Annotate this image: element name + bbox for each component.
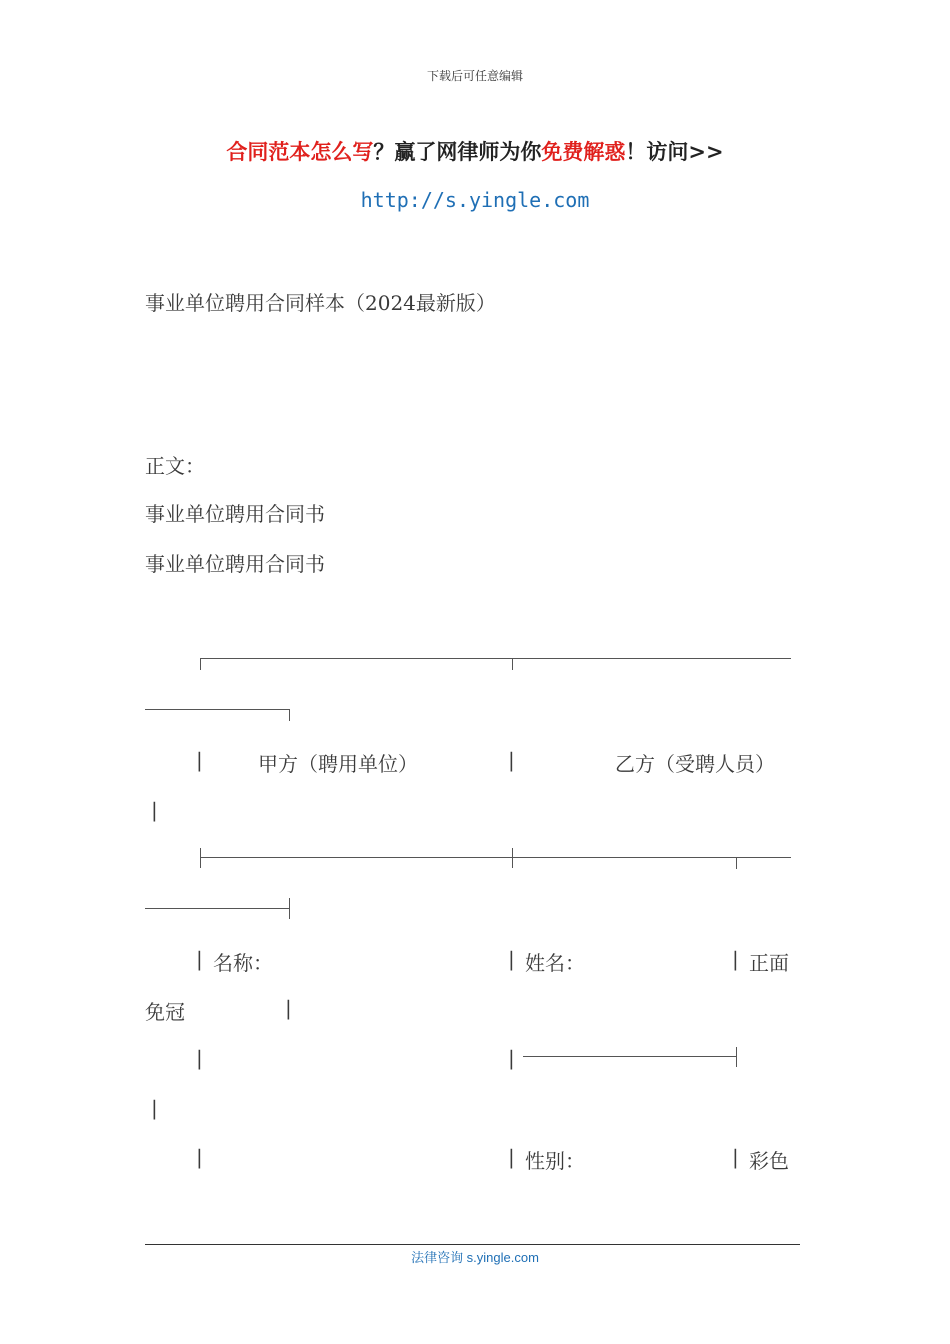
footer-link[interactable]: 法律咨询 s.yingle.com bbox=[411, 1250, 539, 1265]
name-a-label: 名称： bbox=[213, 951, 273, 975]
promo-text-2: ！访问>> bbox=[625, 139, 724, 164]
body-label: 正文： bbox=[145, 454, 205, 478]
contract-heading-2: 事业单位聘用合同书 bbox=[145, 552, 325, 576]
footer-divider bbox=[145, 1244, 800, 1245]
name-b-label: 姓名： bbox=[525, 951, 585, 975]
table-bar: | bbox=[151, 798, 158, 822]
table-bar: | bbox=[508, 947, 515, 971]
photo-label-2: 彩色 bbox=[749, 1149, 789, 1173]
photo-label-1b: 免冠 bbox=[145, 1000, 185, 1024]
table-bar: | bbox=[151, 1096, 158, 1120]
table-bar: | bbox=[196, 1046, 203, 1070]
document-title: 事业单位聘用合同样本（2024最新版） bbox=[145, 291, 496, 315]
table-bar: | bbox=[508, 1145, 515, 1169]
header-note: 下载后可任意编辑 bbox=[426, 69, 523, 83]
table-bar: | bbox=[196, 1145, 203, 1169]
photo-label-1a: 正面 bbox=[749, 951, 789, 975]
table-bar: | bbox=[196, 748, 203, 772]
table-bar: | bbox=[508, 748, 515, 772]
party-a-label: 甲方（聘用单位） bbox=[258, 752, 418, 776]
promo-text-red-2: 免费解惑 bbox=[541, 139, 626, 164]
table-bar: | bbox=[285, 996, 292, 1020]
gender-label: 性别： bbox=[525, 1149, 585, 1173]
table-bar: | bbox=[196, 947, 203, 971]
party-b-label: 乙方（受聘人员） bbox=[615, 752, 775, 776]
promo-text-1: ？赢了网律师为你 bbox=[373, 139, 542, 164]
contract-heading-1: 事业单位聘用合同书 bbox=[145, 502, 325, 526]
table-bar: | bbox=[508, 1046, 515, 1070]
promo-banner[interactable] bbox=[0, 136, 950, 166]
table-bar: | bbox=[732, 947, 739, 971]
promo-text-red-1: 合同范本怎么写 bbox=[226, 139, 374, 164]
site-link[interactable]: http://s.yingle.com bbox=[360, 188, 590, 212]
table-bar: | bbox=[732, 1145, 739, 1169]
